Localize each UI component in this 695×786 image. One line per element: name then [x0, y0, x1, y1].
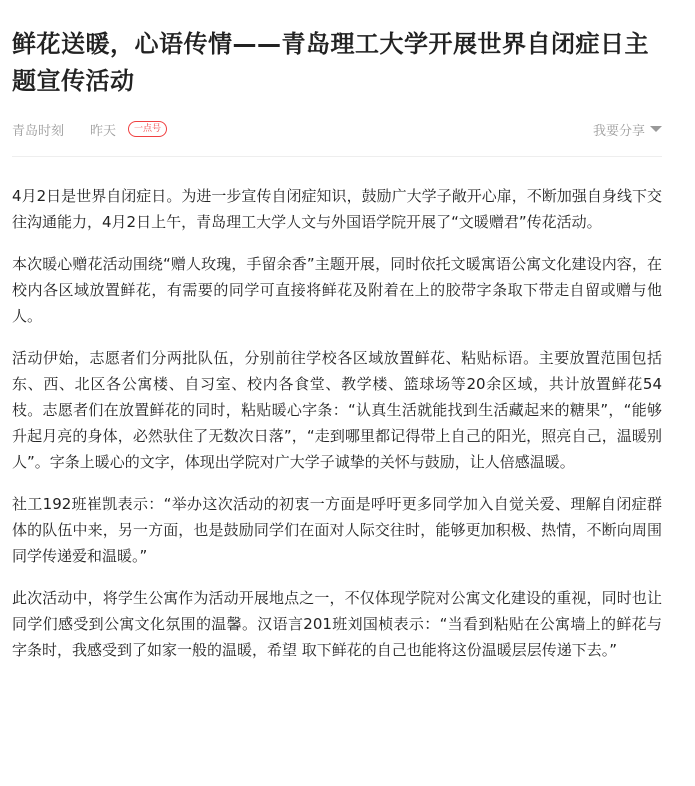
share-label: 我要分享 — [592, 123, 645, 139]
article-title: 鲜花送暖，心语传情——青岛理工大学开展世界自闭症日主题宣传活动 — [12, 30, 649, 95]
article-body — [12, 183, 662, 663]
caret-down-icon — [650, 126, 662, 132]
source-tag-badge: 一点号 — [128, 121, 167, 137]
divider — [12, 156, 662, 157]
paragraph-3: 活动伊始，志愿者们分两批队伍，分别前往学校各区域放置鲜花、粘贴标语。主要放置范围包括东、西、北区各公寓楼、自习室、校内各食堂、教学楼、篮球场等20余区域，共计放置鲜花54枝。志愿者们在放置鲜花的同时，粘贴暖心字条：“认真生活就能找到生活藏起来的糖果”，“能够升起月亮的身体，必然驮住了无数次日落”，“走到哪里都记得带上自己的阳光，照亮自己，温暖别人”。字条上暖心的文字，体现出学院对广大学子诚挚的关怀与鼓励，让人倍感温暖。 — [12, 349, 662, 471]
paragraph-1: 4月2日是世界自闭症日。为进一步宣传自闭症知识，鼓励广大学子敞开心扉，不断加强自身线下交往沟通能力，4月2日上午，青岛理工大学人文与外国语学院开展了“文暖赠君”传花活动。 — [12, 187, 662, 231]
share-button[interactable] — [593, 116, 662, 142]
article — [12, 0, 662, 679]
article-meta — [12, 116, 662, 142]
source-name[interactable]: 青岛时刻 — [12, 123, 65, 139]
paragraph-5: 此次活动中，将学生公寓作为活动开展地点之一，不仅体现学院对公寓文化建设的重视，同时也让同学们感受到公寓文化氛围的温馨。汉语言201班刘国桢表示：“当看到粘贴在公寓墙上的鲜花与字条时，我感受到了如家一般的温暖，希望 取下鲜花的自己也能将这份温暖层层传递下去。” — [12, 589, 662, 659]
paragraph-2: 本次暖心赠花活动围绕“赠人玫瑰，手留余香”主题开展，同时依托文暖寓语公寓文化建设内容，在校内各区域放置鲜花，有需要的同学可直接将鲜花及附着在上的胶带字条取下带走自留或赠与他人。 — [12, 255, 662, 325]
paragraph-4: 社工192班崔凯表示：“举办这次活动的初衷一方面是呼吁更多同学加入自觉关爱、理解自闭症群体的队伍中来，另一方面，也是鼓励同学们在面对人际交往时，能够更加积极、热情，不断向周围同学传递爱和温暖。” — [12, 495, 662, 565]
publish-time: 昨天 — [90, 123, 117, 139]
